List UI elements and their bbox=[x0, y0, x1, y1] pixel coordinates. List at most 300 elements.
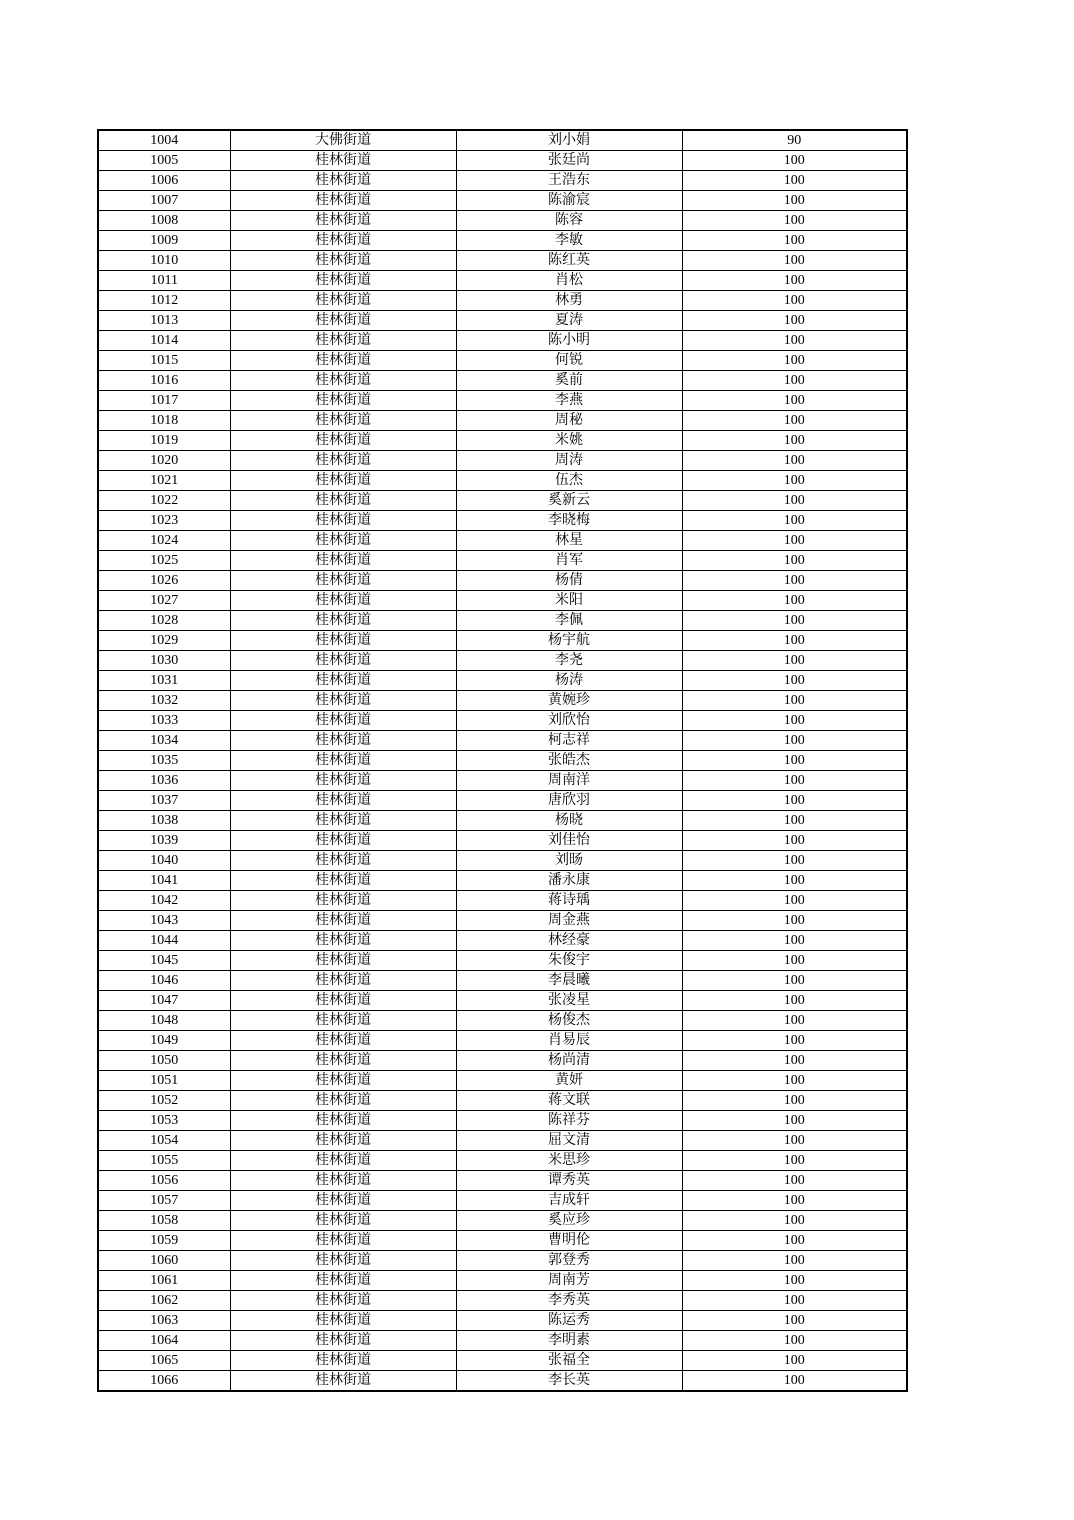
table-row bbox=[98, 351, 907, 371]
street-cell: 桂林街道 bbox=[230, 291, 456, 311]
row-number-cell: 1023 bbox=[98, 511, 230, 531]
name-cell: 陈红英 bbox=[456, 251, 682, 271]
row-number-cell: 1065 bbox=[98, 1351, 230, 1371]
table-row bbox=[98, 631, 907, 651]
score-cell: 100 bbox=[682, 531, 907, 551]
table-row bbox=[98, 1011, 907, 1031]
score-cell: 100 bbox=[682, 1171, 907, 1191]
row-number-cell: 1033 bbox=[98, 711, 230, 731]
score-cell: 100 bbox=[682, 651, 907, 671]
street-cell: 桂林街道 bbox=[230, 1371, 456, 1392]
table-row bbox=[98, 271, 907, 291]
street-cell: 桂林街道 bbox=[230, 531, 456, 551]
name-cell: 蒋文联 bbox=[456, 1091, 682, 1111]
score-cell: 100 bbox=[682, 431, 907, 451]
row-number-cell: 1031 bbox=[98, 671, 230, 691]
street-cell: 桂林街道 bbox=[230, 631, 456, 651]
row-number-cell: 1030 bbox=[98, 651, 230, 671]
name-cell: 杨宇航 bbox=[456, 631, 682, 651]
street-cell: 桂林街道 bbox=[230, 411, 456, 431]
row-number-cell: 1004 bbox=[98, 130, 230, 151]
street-cell: 桂林街道 bbox=[230, 1111, 456, 1131]
street-cell: 桂林街道 bbox=[230, 1251, 456, 1271]
data-table bbox=[97, 129, 908, 1392]
row-number-cell: 1048 bbox=[98, 1011, 230, 1031]
score-cell: 100 bbox=[682, 1031, 907, 1051]
table-row bbox=[98, 751, 907, 771]
street-cell: 桂林街道 bbox=[230, 1171, 456, 1191]
row-number-cell: 1053 bbox=[98, 1111, 230, 1131]
row-number-cell: 1039 bbox=[98, 831, 230, 851]
street-cell: 桂林街道 bbox=[230, 751, 456, 771]
score-cell: 100 bbox=[682, 931, 907, 951]
street-cell: 桂林街道 bbox=[230, 231, 456, 251]
row-number-cell: 1047 bbox=[98, 991, 230, 1011]
table-row bbox=[98, 151, 907, 171]
row-number-cell: 1025 bbox=[98, 551, 230, 571]
table-row bbox=[98, 1251, 907, 1271]
street-cell: 桂林街道 bbox=[230, 571, 456, 591]
row-number-cell: 1027 bbox=[98, 591, 230, 611]
street-cell: 桂林街道 bbox=[230, 931, 456, 951]
table-row bbox=[98, 691, 907, 711]
table-row bbox=[98, 531, 907, 551]
row-number-cell: 1055 bbox=[98, 1151, 230, 1171]
score-cell: 100 bbox=[682, 511, 907, 531]
street-cell: 桂林街道 bbox=[230, 391, 456, 411]
row-number-cell: 1006 bbox=[98, 171, 230, 191]
score-cell: 100 bbox=[682, 831, 907, 851]
name-cell: 吉成轩 bbox=[456, 1191, 682, 1211]
row-number-cell: 1056 bbox=[98, 1171, 230, 1191]
name-cell: 杨俊杰 bbox=[456, 1011, 682, 1031]
name-cell: 杨晓 bbox=[456, 811, 682, 831]
row-number-cell: 1024 bbox=[98, 531, 230, 551]
score-cell: 100 bbox=[682, 1371, 907, 1392]
table-row bbox=[98, 371, 907, 391]
table-row bbox=[98, 1271, 907, 1291]
score-cell: 100 bbox=[682, 291, 907, 311]
score-cell: 100 bbox=[682, 811, 907, 831]
street-cell: 桂林街道 bbox=[230, 591, 456, 611]
score-cell: 100 bbox=[682, 391, 907, 411]
street-cell: 桂林街道 bbox=[230, 951, 456, 971]
street-cell: 桂林街道 bbox=[230, 491, 456, 511]
row-number-cell: 1037 bbox=[98, 791, 230, 811]
table-row bbox=[98, 831, 907, 851]
table-row bbox=[98, 731, 907, 751]
street-cell: 桂林街道 bbox=[230, 151, 456, 171]
name-cell: 杨涛 bbox=[456, 671, 682, 691]
table-row bbox=[98, 291, 907, 311]
row-number-cell: 1049 bbox=[98, 1031, 230, 1051]
score-cell: 100 bbox=[682, 411, 907, 431]
score-cell: 100 bbox=[682, 311, 907, 331]
name-cell: 陈渝宸 bbox=[456, 191, 682, 211]
row-number-cell: 1050 bbox=[98, 1051, 230, 1071]
street-cell: 桂林街道 bbox=[230, 1271, 456, 1291]
street-cell: 桂林街道 bbox=[230, 171, 456, 191]
row-number-cell: 1021 bbox=[98, 471, 230, 491]
score-cell: 100 bbox=[682, 211, 907, 231]
score-cell: 100 bbox=[682, 751, 907, 771]
row-number-cell: 1057 bbox=[98, 1191, 230, 1211]
street-cell: 桂林街道 bbox=[230, 251, 456, 271]
table-row bbox=[98, 771, 907, 791]
name-cell: 张廷尚 bbox=[456, 151, 682, 171]
table-row bbox=[98, 191, 907, 211]
name-cell: 林勇 bbox=[456, 291, 682, 311]
row-number-cell: 1063 bbox=[98, 1311, 230, 1331]
row-number-cell: 1020 bbox=[98, 451, 230, 471]
score-cell: 100 bbox=[682, 571, 907, 591]
score-cell: 100 bbox=[682, 1111, 907, 1131]
row-number-cell: 1044 bbox=[98, 931, 230, 951]
score-cell: 100 bbox=[682, 371, 907, 391]
row-number-cell: 1046 bbox=[98, 971, 230, 991]
name-cell: 陈小明 bbox=[456, 331, 682, 351]
table-row bbox=[98, 211, 907, 231]
score-cell: 100 bbox=[682, 711, 907, 731]
table-row bbox=[98, 791, 907, 811]
street-cell: 桂林街道 bbox=[230, 611, 456, 631]
score-cell: 100 bbox=[682, 331, 907, 351]
name-cell: 陈容 bbox=[456, 211, 682, 231]
table-row bbox=[98, 871, 907, 891]
score-cell: 100 bbox=[682, 451, 907, 471]
street-cell: 桂林街道 bbox=[230, 1071, 456, 1091]
score-cell: 100 bbox=[682, 1291, 907, 1311]
table-row bbox=[98, 911, 907, 931]
table-row bbox=[98, 1111, 907, 1131]
name-cell: 米阳 bbox=[456, 591, 682, 611]
score-cell: 100 bbox=[682, 1331, 907, 1351]
row-number-cell: 1045 bbox=[98, 951, 230, 971]
score-cell: 100 bbox=[682, 271, 907, 291]
street-cell: 桂林街道 bbox=[230, 1211, 456, 1231]
score-cell: 100 bbox=[682, 1051, 907, 1071]
table-row bbox=[98, 671, 907, 691]
name-cell: 李明素 bbox=[456, 1331, 682, 1351]
row-number-cell: 1043 bbox=[98, 911, 230, 931]
score-cell: 100 bbox=[682, 871, 907, 891]
table-row bbox=[98, 891, 907, 911]
row-number-cell: 1015 bbox=[98, 351, 230, 371]
score-cell: 100 bbox=[682, 1091, 907, 1111]
street-cell: 桂林街道 bbox=[230, 911, 456, 931]
score-cell: 100 bbox=[682, 671, 907, 691]
street-cell: 桂林街道 bbox=[230, 1191, 456, 1211]
name-cell: 唐欣羽 bbox=[456, 791, 682, 811]
score-cell: 100 bbox=[682, 1271, 907, 1291]
street-cell: 桂林街道 bbox=[230, 1131, 456, 1151]
name-cell: 奚应珍 bbox=[456, 1211, 682, 1231]
name-cell: 李尧 bbox=[456, 651, 682, 671]
table-row bbox=[98, 411, 907, 431]
table-row bbox=[98, 1091, 907, 1111]
street-cell: 桂林街道 bbox=[230, 971, 456, 991]
row-number-cell: 1018 bbox=[98, 411, 230, 431]
name-cell: 李晨曦 bbox=[456, 971, 682, 991]
street-cell: 桂林街道 bbox=[230, 551, 456, 571]
name-cell: 肖易辰 bbox=[456, 1031, 682, 1051]
table-row bbox=[98, 231, 907, 251]
table-row bbox=[98, 951, 907, 971]
street-cell: 桂林街道 bbox=[230, 451, 456, 471]
row-number-cell: 1007 bbox=[98, 191, 230, 211]
table-row bbox=[98, 451, 907, 471]
score-cell: 100 bbox=[682, 911, 907, 931]
score-cell: 100 bbox=[682, 1231, 907, 1251]
table-row bbox=[98, 1131, 907, 1151]
name-cell: 林经豪 bbox=[456, 931, 682, 951]
row-number-cell: 1052 bbox=[98, 1091, 230, 1111]
row-number-cell: 1013 bbox=[98, 311, 230, 331]
street-cell: 桂林街道 bbox=[230, 1031, 456, 1051]
name-cell: 潘永康 bbox=[456, 871, 682, 891]
street-cell: 桂林街道 bbox=[230, 191, 456, 211]
score-cell: 100 bbox=[682, 631, 907, 651]
row-number-cell: 1042 bbox=[98, 891, 230, 911]
street-cell: 大佛街道 bbox=[230, 130, 456, 151]
score-cell: 100 bbox=[682, 171, 907, 191]
row-number-cell: 1032 bbox=[98, 691, 230, 711]
table-row bbox=[98, 391, 907, 411]
row-number-cell: 1064 bbox=[98, 1331, 230, 1351]
row-number-cell: 1061 bbox=[98, 1271, 230, 1291]
row-number-cell: 1051 bbox=[98, 1071, 230, 1091]
name-cell: 米思珍 bbox=[456, 1151, 682, 1171]
street-cell: 桂林街道 bbox=[230, 311, 456, 331]
row-number-cell: 1019 bbox=[98, 431, 230, 451]
name-cell: 周秘 bbox=[456, 411, 682, 431]
street-cell: 桂林街道 bbox=[230, 1231, 456, 1251]
score-cell: 100 bbox=[682, 471, 907, 491]
table-row bbox=[98, 1151, 907, 1171]
street-cell: 桂林街道 bbox=[230, 431, 456, 451]
row-number-cell: 1010 bbox=[98, 251, 230, 271]
table-row bbox=[98, 1291, 907, 1311]
row-number-cell: 1008 bbox=[98, 211, 230, 231]
row-number-cell: 1012 bbox=[98, 291, 230, 311]
street-cell: 桂林街道 bbox=[230, 771, 456, 791]
name-cell: 李秀英 bbox=[456, 1291, 682, 1311]
name-cell: 刘小娟 bbox=[456, 130, 682, 151]
street-cell: 桂林街道 bbox=[230, 891, 456, 911]
score-cell: 100 bbox=[682, 231, 907, 251]
table-row bbox=[98, 311, 907, 331]
table-row bbox=[98, 591, 907, 611]
name-cell: 黄婉珍 bbox=[456, 691, 682, 711]
row-number-cell: 1029 bbox=[98, 631, 230, 651]
table-row bbox=[98, 971, 907, 991]
table-row bbox=[98, 1371, 907, 1392]
street-cell: 桂林街道 bbox=[230, 851, 456, 871]
street-cell: 桂林街道 bbox=[230, 1151, 456, 1171]
street-cell: 桂林街道 bbox=[230, 871, 456, 891]
score-cell: 90 bbox=[682, 130, 907, 151]
row-number-cell: 1009 bbox=[98, 231, 230, 251]
name-cell: 奚前 bbox=[456, 371, 682, 391]
table-row bbox=[98, 1351, 907, 1371]
street-cell: 桂林街道 bbox=[230, 991, 456, 1011]
row-number-cell: 1026 bbox=[98, 571, 230, 591]
score-cell: 100 bbox=[682, 1151, 907, 1171]
street-cell: 桂林街道 bbox=[230, 471, 456, 491]
street-cell: 桂林街道 bbox=[230, 731, 456, 751]
score-cell: 100 bbox=[682, 611, 907, 631]
row-number-cell: 1054 bbox=[98, 1131, 230, 1151]
name-cell: 张皓杰 bbox=[456, 751, 682, 771]
name-cell: 夏涛 bbox=[456, 311, 682, 331]
name-cell: 杨倩 bbox=[456, 571, 682, 591]
table-row bbox=[98, 571, 907, 591]
score-cell: 100 bbox=[682, 891, 907, 911]
name-cell: 陈运秀 bbox=[456, 1311, 682, 1331]
table-row bbox=[98, 811, 907, 831]
street-cell: 桂林街道 bbox=[230, 1091, 456, 1111]
name-cell: 黄妍 bbox=[456, 1071, 682, 1091]
table-row bbox=[98, 1231, 907, 1251]
score-cell: 100 bbox=[682, 991, 907, 1011]
name-cell: 李佩 bbox=[456, 611, 682, 631]
row-number-cell: 1059 bbox=[98, 1231, 230, 1251]
table-row bbox=[98, 1031, 907, 1051]
table-row bbox=[98, 991, 907, 1011]
table-row bbox=[98, 471, 907, 491]
score-cell: 100 bbox=[682, 591, 907, 611]
table-row bbox=[98, 431, 907, 451]
name-cell: 奚新云 bbox=[456, 491, 682, 511]
name-cell: 张福全 bbox=[456, 1351, 682, 1371]
table-row bbox=[98, 1071, 907, 1091]
row-number-cell: 1022 bbox=[98, 491, 230, 511]
street-cell: 桂林街道 bbox=[230, 1051, 456, 1071]
name-cell: 郭登秀 bbox=[456, 1251, 682, 1271]
street-cell: 桂林街道 bbox=[230, 651, 456, 671]
score-cell: 100 bbox=[682, 491, 907, 511]
name-cell: 刘欣怡 bbox=[456, 711, 682, 731]
name-cell: 周涛 bbox=[456, 451, 682, 471]
score-cell: 100 bbox=[682, 1071, 907, 1091]
name-cell: 林星 bbox=[456, 531, 682, 551]
table-row bbox=[98, 511, 907, 531]
street-cell: 桂林街道 bbox=[230, 211, 456, 231]
table-row bbox=[98, 1331, 907, 1351]
row-number-cell: 1035 bbox=[98, 751, 230, 771]
street-cell: 桂林街道 bbox=[230, 331, 456, 351]
street-cell: 桂林街道 bbox=[230, 1331, 456, 1351]
street-cell: 桂林街道 bbox=[230, 511, 456, 531]
row-number-cell: 1040 bbox=[98, 851, 230, 871]
street-cell: 桂林街道 bbox=[230, 811, 456, 831]
name-cell: 何锐 bbox=[456, 351, 682, 371]
name-cell: 蒋诗瑀 bbox=[456, 891, 682, 911]
score-cell: 100 bbox=[682, 151, 907, 171]
name-cell: 李敏 bbox=[456, 231, 682, 251]
table-row bbox=[98, 851, 907, 871]
score-cell: 100 bbox=[682, 951, 907, 971]
street-cell: 桂林街道 bbox=[230, 1011, 456, 1031]
name-cell: 曹明伦 bbox=[456, 1231, 682, 1251]
row-number-cell: 1005 bbox=[98, 151, 230, 171]
score-cell: 100 bbox=[682, 771, 907, 791]
row-number-cell: 1038 bbox=[98, 811, 230, 831]
name-cell: 陈祥芬 bbox=[456, 1111, 682, 1131]
table-row bbox=[98, 331, 907, 351]
row-number-cell: 1036 bbox=[98, 771, 230, 791]
name-cell: 谭秀英 bbox=[456, 1171, 682, 1191]
name-cell: 柯志祥 bbox=[456, 731, 682, 751]
table-row bbox=[98, 1211, 907, 1231]
table-row bbox=[98, 130, 907, 151]
name-cell: 李晓梅 bbox=[456, 511, 682, 531]
name-cell: 张凌星 bbox=[456, 991, 682, 1011]
name-cell: 李长英 bbox=[456, 1371, 682, 1392]
table-row bbox=[98, 611, 907, 631]
name-cell: 米姚 bbox=[456, 431, 682, 451]
score-cell: 100 bbox=[682, 1011, 907, 1031]
row-number-cell: 1011 bbox=[98, 271, 230, 291]
score-cell: 100 bbox=[682, 1251, 907, 1271]
name-cell: 朱俊宇 bbox=[456, 951, 682, 971]
table-row bbox=[98, 1191, 907, 1211]
row-number-cell: 1016 bbox=[98, 371, 230, 391]
score-cell: 100 bbox=[682, 1131, 907, 1151]
table-row bbox=[98, 171, 907, 191]
street-cell: 桂林街道 bbox=[230, 691, 456, 711]
street-cell: 桂林街道 bbox=[230, 351, 456, 371]
street-cell: 桂林街道 bbox=[230, 371, 456, 391]
street-cell: 桂林街道 bbox=[230, 1311, 456, 1331]
score-cell: 100 bbox=[682, 551, 907, 571]
table-row bbox=[98, 711, 907, 731]
score-cell: 100 bbox=[682, 731, 907, 751]
score-cell: 100 bbox=[682, 971, 907, 991]
table-row bbox=[98, 491, 907, 511]
score-cell: 100 bbox=[682, 1211, 907, 1231]
score-cell: 100 bbox=[682, 691, 907, 711]
table-row bbox=[98, 551, 907, 571]
name-cell: 刘佳怡 bbox=[456, 831, 682, 851]
row-number-cell: 1028 bbox=[98, 611, 230, 631]
row-number-cell: 1041 bbox=[98, 871, 230, 891]
score-cell: 100 bbox=[682, 791, 907, 811]
row-number-cell: 1014 bbox=[98, 331, 230, 351]
name-cell: 周南芳 bbox=[456, 1271, 682, 1291]
table-row bbox=[98, 1171, 907, 1191]
row-number-cell: 1060 bbox=[98, 1251, 230, 1271]
row-number-cell: 1066 bbox=[98, 1371, 230, 1392]
name-cell: 肖军 bbox=[456, 551, 682, 571]
row-number-cell: 1058 bbox=[98, 1211, 230, 1231]
name-cell: 周南洋 bbox=[456, 771, 682, 791]
name-cell: 刘旸 bbox=[456, 851, 682, 871]
score-cell: 100 bbox=[682, 1351, 907, 1371]
street-cell: 桂林街道 bbox=[230, 831, 456, 851]
name-cell: 周金燕 bbox=[456, 911, 682, 931]
name-cell: 肖松 bbox=[456, 271, 682, 291]
table-row bbox=[98, 931, 907, 951]
score-cell: 100 bbox=[682, 251, 907, 271]
table-row bbox=[98, 251, 907, 271]
score-cell: 100 bbox=[682, 1191, 907, 1211]
score-cell: 100 bbox=[682, 191, 907, 211]
row-number-cell: 1062 bbox=[98, 1291, 230, 1311]
score-cell: 100 bbox=[682, 851, 907, 871]
row-number-cell: 1034 bbox=[98, 731, 230, 751]
score-cell: 100 bbox=[682, 351, 907, 371]
